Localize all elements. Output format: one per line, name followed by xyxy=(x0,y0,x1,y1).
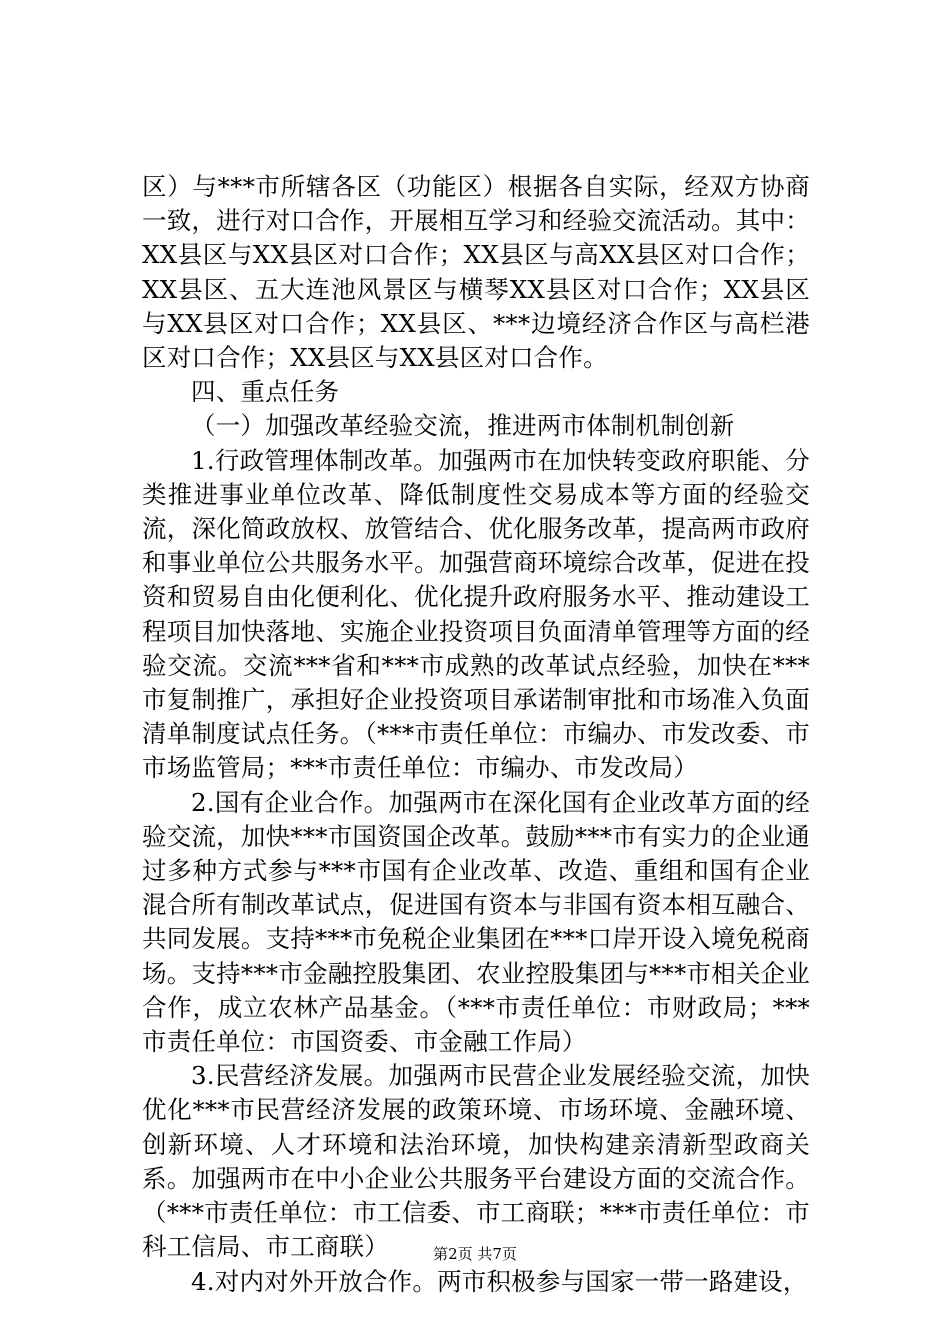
paragraph-item-3: 3.民营经济发展。加强两市民营企业发展经验交流，加快优化***市民营经济发展的政策环境、市场环境、金融环境、创新环境、人才环境和法治环境，加快构建亲清新型政商关系。加强两市在中小企业公共服务平台建设方面的交流合作。（***市责任单位：市工信委、市工商联；***市责任单位：市科工信局、市工商联） xyxy=(142,1061,810,1262)
document-body xyxy=(142,170,810,1299)
subsection-heading: （一）加强改革经验交流，推进两市体制机制创新 xyxy=(191,411,735,441)
paragraph-continuation: 区）与***市所辖各区（功能区）根据各自实际，经双方协商一致，进行对口合作，开展相互学习和经验交流活动。其中：XX县区与XX县区对口合作；XX县区与高XX县区对口合作；XX县区、五大连池风景区与横琴XX县区对口合作；XX县区与XX县区对口合作；XX县区、***边境经济合作区与高栏港区对口合作；XX县区与XX县区对口合作。 xyxy=(142,172,810,373)
paragraph-item-1: 1.行政管理体制改革。加强两市在加快转变政府职能、分类推进事业单位改革、降低制度性交易成本等方面的经验交流，深化简政放权、放管结合、优化服务改革，提高两市政府和事业单位公共服务水平。加强营商环境综合改革，促进在投资和贸易自由化便利化、优化提升政府服务水平、推动建设工程项目加快落地、实施企业投资项目负面清单管理等方面的经验交流。交流***省和***市成熟的改革试点经验，加快在***市复制推广，承担好企业投资项目承诺制审批和市场准入负面清单制度试点任务。（***市责任单位：市编办、市发改委、市市场监管局；***市责任单位：市编办、市发改局） xyxy=(142,445,810,783)
paragraph-item-2: 2.国有企业合作。加强两市在深化国有企业改革方面的经验交流，加快***市国资国企改革。鼓励***市有实力的企业通过多种方式参与***市国有企业改革、改造、重组和国有企业混合所有制改革试点，促进国有资本与非国有资本相互融合、共同发展。支持***市免税企业集团在***口岸开设入境免税商场。支持***市金融控股集团、农业控股集团与***市相关企业合作，成立农林产品基金。（***市责任单位：市财政局；***市责任单位：市国资委、市金融工作局） xyxy=(142,787,810,1057)
section-heading: 四、重点任务 xyxy=(191,377,340,407)
paragraph-item-4: 4.对内对外开放合作。两市积极参与国家一带一路建设， xyxy=(191,1266,808,1296)
page-footer: 第2页 共7页 xyxy=(433,1245,517,1263)
